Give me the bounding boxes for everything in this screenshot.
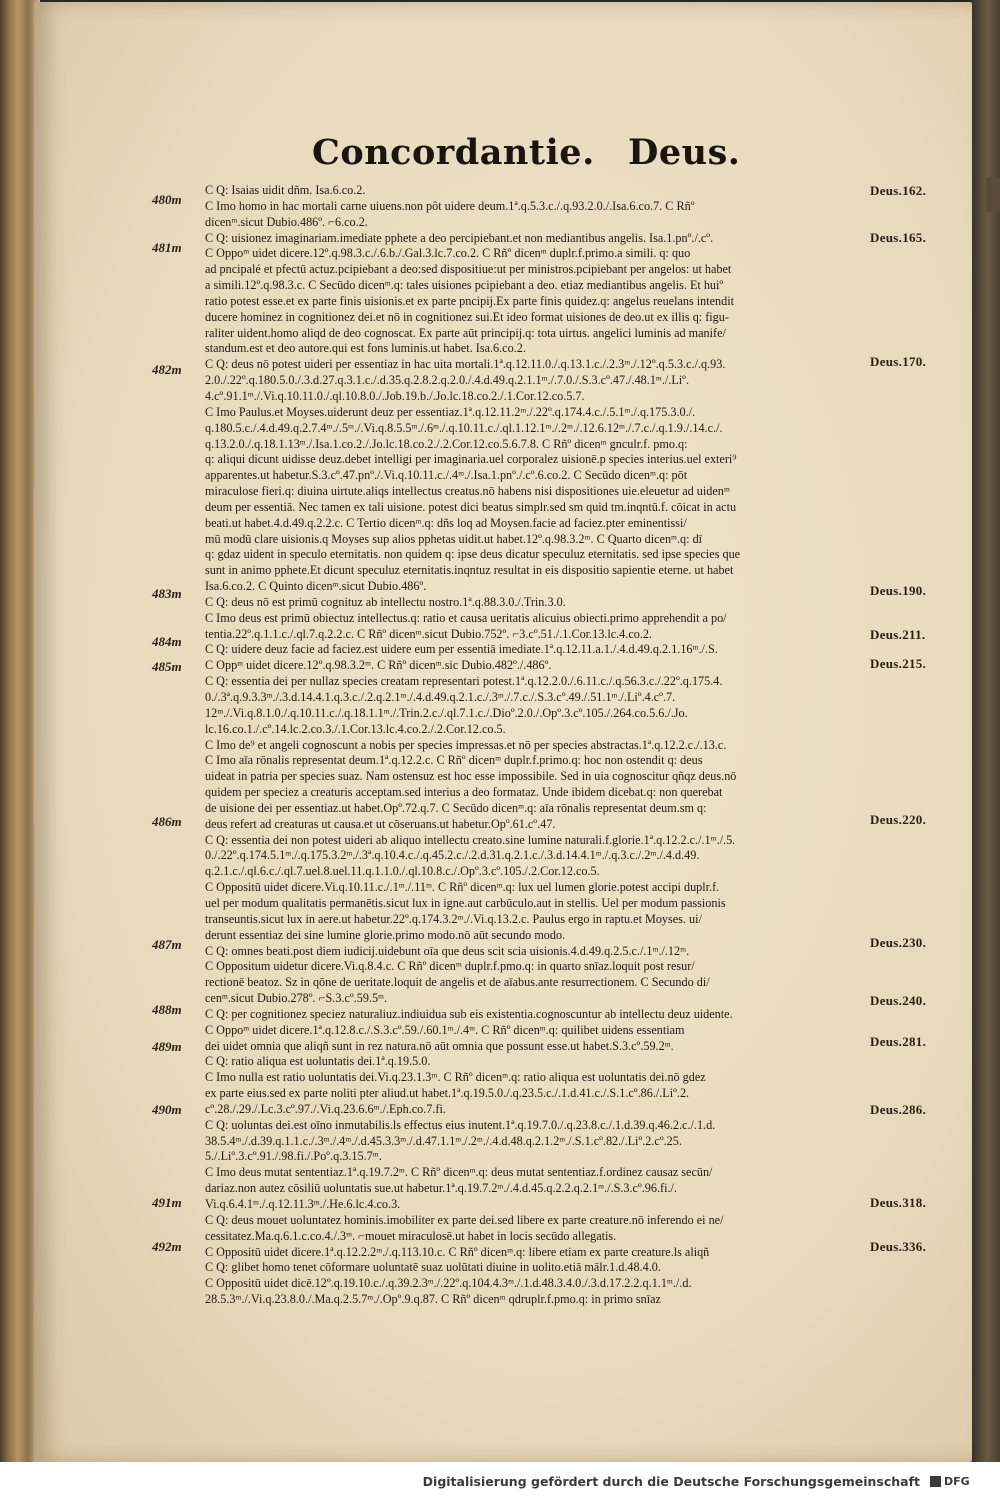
entry-number: 486m — [152, 814, 182, 829]
text-line: de uisione dei per essentiaz.ut habet.Opº.72.q.7. C Secūdo dicenᵐ.q: aīa rōnalis representat deum.sm q: — [205, 800, 707, 815]
entry-number: 491m — [152, 1195, 182, 1210]
text-line: C Imo de⁹ et angeli cognoscunt a nobis per species impressas.et nō per species abstractas.1ª.q.12.2.c./.13.c. — [205, 737, 727, 752]
entry-number: 484m — [152, 634, 182, 649]
dfg-logo — [930, 1472, 990, 1490]
entry-number: 480m — [152, 192, 182, 207]
text-line: beati.ut habet.4.d.49.q.2.2.c. C Tertio dicenᵐ.q: dñs loq ad Moysen.facie ad faciez.pter eminentissi/ — [205, 515, 687, 530]
text-line: C Q: uoluntas dei.est oīno inmutabilis.ls effectus eius inutent.1ª.q.19.7.0./.q.23.8.c./.1.d.39.q.46.2.c./.1.d. — [205, 1117, 716, 1132]
page-tab-marker — [986, 178, 1000, 212]
text-line: cenᵐ.sicut Dubio.278º. ⌐S.3.cº.59.5ᵐ. — [205, 991, 388, 1006]
book-binding-right — [972, 0, 1000, 1462]
concordance-text — [205, 183, 853, 1308]
text-line: C Q: omnes beati.post diem iudicij.uidebunt oīa que deus scit scia uisionis.4.d.49.q.2.5.c./.1ᵐ./.12ᵐ. — [205, 943, 690, 958]
entry-number: 489m — [152, 1039, 182, 1054]
text-line: standum.est et deo autore.qui est fons luminis.ut habet. Isa.6.co.2. — [205, 341, 526, 356]
text-line: 5./.Liº.3.cº.91./.98.fi./.Poº.q.3.15.7ᵐ. — [205, 1149, 382, 1164]
text-line: q.2.1.c./.ql.6.c./.ql.7.uel.8.uel.11.q.1.1.0./.ql.10.8.c./.Opº.3.cº.105./.2.Cor.12.co.5. — [205, 864, 600, 879]
text-line: ad pncipalé et pfectū actuz.pcipiebant a deo:sed dispositiue:ut per ministros.pcipiebant per angelos: ut habet — [205, 262, 732, 277]
entry-number: 488m — [152, 1002, 182, 1017]
text-line: C Q: essentia dei per nullaz species creatam representari potest.1ª.q.12.2.0./.6.11.c./.q.56.3.c./.22º.q.175.4. — [205, 674, 723, 689]
text-line: C Imo homo in hac mortali carne uiuens.non pôt uidere deum.1ª.q.5.3.c./.q.93.2.0./.Isa.6.co.7. C Rñº — [205, 198, 695, 213]
cross-reference: Deus.162. — [870, 183, 927, 198]
text-line: C Oppoᵐ uidet dicere.1ª.q.12.8.c./.S.3.cº.59./.60.1ᵐ./.4ᵐ. C Rñº dicenᵐ.q: quilibet uidens essentiam — [205, 1022, 685, 1037]
funding-credit: Digitalisierung gefördert durch die Deutsche Forschungsgemeinschaft — [422, 1474, 920, 1489]
text-line: q: aliqui dicunt uidisse deuz.debet intelligi per imaginaria.uel corporalez uisionē.p species interius.uel exteri⁹ — [205, 452, 737, 467]
text-line: raliter uident.homo aliqd de deo cognoscat. Ex parte aūt principij.q: tota uirtus. angelici luminis ad manife/ — [205, 325, 726, 340]
text-line: 0./.22º.q.174.5.1ᵐ./.q.175.3.2ᵐ./.3ª.q.10.4.c./.q.45.2.c./.2.d.31.q.2.1.c./.3.d.14.4.1ᵐ./.q.3.c./.2ᵐ./.4.d.49. — [205, 848, 700, 863]
text-line: C Q: per cognitionez speciez naturaliuz.indiuidua sub eis existentia.cognoscuntur ab intellectu deuz uidente. — [205, 1006, 733, 1021]
text-line: 4.cº.91.1ᵐ./.Vi.q.10.11.0./.ql.10.8.0./.Job.19.b./.Jo.lc.18.co.2./.1.Cor.12.co.5.7. — [205, 388, 585, 403]
text-line: ducere hominez in cognitionez dei.et nō in cognitionez sui.Et ideo format uisiones de deo.ut ex illis q: figu- — [205, 309, 729, 324]
text-line: C Q: uisionez imaginariam.imediate pphete a deo percipiebant.et non mediantibus angelis. Isa.1.pnº./.cº. — [205, 230, 714, 245]
text-line: C Imo aīa rōnalis representat deum.1ª.q.12.2.c. C Rñº dicenᵐ duplr.f.primo.q: hoc non ostendit q: deus — [205, 753, 703, 768]
entry-number: 490m — [152, 1102, 182, 1117]
entry-number: 485m — [152, 659, 182, 674]
text-line: uideat in patria per species suaz. Nam ostensuz est hoc esse impossibile. Sed in uia cognoscitur qñqz deus.nō — [205, 769, 737, 784]
text-line: C Oppositū uidet dicere.Vi.q.10.11.c./.1ᵐ./.11ᵐ. C Rñº dicenᵐ.q: lux uel lumen glorie.potest accipi duplr.f. — [205, 880, 720, 895]
text-line: ex parte eius.sed ex parte noliti pter aliud.ut habet.1ª.q.19.5.0./.q.23.5.c./.1.d.41.c./.S.1.cº.86./.Liº.2. — [205, 1086, 690, 1101]
cross-reference: Deus.318. — [870, 1195, 927, 1210]
text-line: C Imo Paulus.et Moyses.uiderunt deuz per essentiaz.1ª.q.12.11.2ᵐ./.22º.q.174.4.c./.5.1ᵐ./.q.175.3.0./. — [205, 404, 696, 419]
text-line: cessitatez.Ma.q.6.1.c.co.4./.3ᵐ. ⌐mouet miraculosē.ut habet in locis secūdo allegatis. — [205, 1228, 617, 1243]
text-line: C Q: deus nō est primū cognituz ab intellectu nostro.1ª.q.88.3.0./.Trin.3.0. — [205, 594, 566, 609]
cross-reference: Deus.220. — [870, 812, 927, 827]
text-line: derunt essentiaz dei sine lumine glorie.primo modo.nō aūt secundo modo. — [205, 927, 566, 942]
cross-reference: Deus.230. — [870, 935, 927, 950]
text-line: dicenᵐ.sicut Dubio.486º. ⌐6.co.2. — [205, 214, 368, 229]
cross-reference: Deus.286. — [870, 1102, 927, 1117]
text-line: C Oppoᵐ uidet dicere.12º.q.98.3.c./.6.b./.Gal.3.lc.7.co.2. C Rñº dicenᵐ duplr.f.primo.a simili. q: quo — [205, 246, 691, 261]
text-line: dei uidet omnia que aliqñ sunt in rez natura.nō aūt omnia que possunt esse.ut habet.S.3.cº.59.2ᵐ. — [205, 1038, 674, 1053]
text-line: cº.28./.29./.Lc.3.cº.97./.Vi.q.23.6.6ᵐ./.Eph.co.7.fi. — [205, 1101, 446, 1116]
text-line: deum per essentiā. Nec tamen ex tali uisione. potest dici beatus simplr.sed sm quid tm.inqntū.f. cōicat in actu — [205, 499, 737, 514]
text-line: dariaz.non autez cōsiliū uoluntatis sue.ut habetur.1ª.q.19.7.2ᵐ./.4.d.45.q.2.2.q.2.1ᵐ./.S.3.cº.96.fi./. — [205, 1181, 677, 1196]
dfg-logo-icon — [930, 1476, 941, 1487]
text-line: 28.5.3ᵐ./.Vi.q.23.8.0./.Ma.q.2.5.7ᵐ./.Opº.9.q.87. C Rñº dicenᵐ qdruplr.f.pmo.q: in primo snīaz — [205, 1292, 661, 1307]
text-line: 2.0./.22º.q.180.5.0./.3.d.27.q.3.1.c./.d.35.q.2.8.2.q.2.0./.4.d.49.q.2.1.1ᵐ./.7.0./.S.3.cº.47./.48.1ᵐ./.Liº. — [205, 373, 690, 388]
running-title-right: Deus. — [628, 132, 741, 173]
text-line: C Q: ratio aliqua est uoluntatis dei.1ª.q.19.5.0. — [205, 1054, 431, 1069]
text-line: C Oppᵐ uidet dicere.12º.q.98.3.2ᵐ. C Rñº dicenᵐ.sic Dubio.482º./.486º. — [205, 658, 552, 673]
text-line: deus refert ad creaturas ut causa.et ut cōseruans.ut habetur.Opº.61.cº.47. — [205, 816, 556, 831]
entry-number: 483m — [152, 586, 182, 601]
text-line: C Imo deus mutat sententiaz.1ª.q.19.7.2ᵐ. C Rñº dicenᵐ.q: deus mutat sententiaz.f.ordinez causaz secūn/ — [205, 1165, 713, 1180]
text-line: Isa.6.co.2. C Quinto dicenᵐ.sicut Dubio.486º. — [205, 579, 427, 594]
text-line: Vi.q.6.4.1ᵐ./.q.12.11.3ᵐ./.He.6.lc.4.co.3. — [205, 1197, 401, 1211]
text-line: tentia.22º.q.1.1.c./.ql.7.q.2.2.c. C Rñº dicenᵐ.sicut Dubio.752º. ⌐3.cº.51./.1.Cor.13.lc.4.co.2. — [205, 626, 653, 641]
text-line: uel per modum qualitatis permanētis.sicut lux in igne.aut carbūculo.aut in stellis. Uel per modum passionis — [205, 895, 726, 910]
cross-reference: Deus.211. — [870, 627, 926, 642]
text-line: rectionē beatoz. Sz in qōne de ueritate.loquit de angelis et de aīabus.ante resurrectionem. C Secundo di/ — [205, 975, 710, 990]
text-line: C Q: deus nō potest uideri per essentiaz in hac uita mortali.1ª.q.12.11.0./.q.13.1.c./.2.3ᵐ./.12º.q.5.3.c./.q.93. — [205, 357, 726, 372]
text-line: C Q: glibet homo tenet cōformare uoluntatē suaz uolūtati diuine in uolito.etiā mālr.1.d.48.4.0. — [205, 1260, 661, 1275]
text-line: lc.16.co.1./.cº.14.lc.2.co.3./.1.Cor.13.lc.4.co.2./.2.Cor.12.co.5. — [205, 721, 506, 736]
text-line: sunt in animo pphete.Et dicunt speculuz eternitatis.inqntuz resultat in eis dispositio sapientie eterne. ut habet — [205, 563, 734, 578]
text-line: C Imo nulla est ratio uoluntatis dei.Vi.q.23.1.3ᵐ. C Rñº dicenᵐ.q: ratio aliqua est uoluntatis dei.nō gdez — [205, 1070, 706, 1085]
cross-reference: Deus.281. — [870, 1034, 927, 1049]
text-line: 38.5.4ᵐ./.d.39.q.1.1.c./.3ᵐ./.4ᵐ./.d.45.3.3ᵐ./.d.47.1.1ᵐ./.2ᵐ./.4.d.48.q.2.1.2ᵐ./.S.1.cº.82./.Liº.2.cº.25. — [205, 1133, 682, 1148]
text-line: mū modū clare uisionis.q Moyses sup alios pphetas uidit.ut habet.12º.q.98.3.2ᵐ. C Quarto dicenᵐ.q: dī — [205, 531, 703, 546]
text-line: C Q: uidere deuz facie ad faciez.est uidere eum per essentiā imediate.1ª.q.12.11.a.1./.4.d.49.q.2.1.16ᵐ./.S. — [205, 642, 718, 657]
running-title-left: Concordantie. — [312, 132, 595, 173]
entry-number: 492m — [152, 1239, 182, 1254]
cross-reference: Deus.165. — [870, 230, 927, 245]
cross-reference: Deus.240. — [870, 993, 927, 1008]
text-line: ratio potest esse.et ex parte finis uisionis.et ex parte pncipij.Ex parte finis quidez.q: angelus reuelans intendit — [205, 293, 734, 308]
dfg-logo-text: DFG — [944, 1474, 970, 1488]
text-line: quidem per speciez a creaturis acceptam.sed interius a deo formataz. Unde ibidem dicebat.q: non querebat — [205, 785, 723, 800]
cross-reference: Deus.336. — [870, 1239, 927, 1254]
text-line: C Oppositū uidet dicere.1ª.q.12.2.2ᵐ./.q.113.10.c. C Rñº dicenᵐ.q: libere etiam ex parte creature.ls aliqñ — [205, 1244, 710, 1259]
text-line: q.13.2.0./.q.18.1.13ᵐ./.Isa.1.co.2./.Jo.lc.18.co.2./.2.Cor.12.co.5.6.7.8. C Rñº dicenᵐ gnculr.f. pmo.q: — [205, 436, 688, 451]
text-line: transeuntis.sicut lux in aere.ut habetur.22º.q.174.3.2ᵐ./.Vi.q.13.2.c. Paulus ergo in raptu.et Moyses. ui/ — [205, 911, 702, 926]
text-line: q: gdaz uident in speculo eternitatis. non quidem q: ipse deus dicatur speculuz eternitatis. sed ipse species que — [205, 547, 741, 562]
text-line: C Q: deus mouet uoluntatez hominis.imobiliter ex parte dei.sed libere ex parte creature.nō inferendo ei ne/ — [205, 1212, 724, 1227]
text-line: C Imo deus est primū obiectuz intellectus.q: ratio et causa ueritatis alicuius obiecti.primo apprehendit a po/ — [205, 610, 727, 625]
entry-number: 487m — [152, 937, 182, 952]
footer-bar — [0, 1462, 1000, 1500]
text-line: q.180.5.c./.4.d.49.q.2.7.4ᵐ./.5ᵐ./.Vi.q.8.5.5ᵐ./.6ᵐ./.q.10.11.c./.ql.1.12.1ᵐ./.2ᵐ./.12.6.12ᵐ./.7.c./.q.1.9./.14.c./. — [205, 420, 723, 435]
text-line: C Oppositū uidet dicē.12º.q.19.10.c./.q.39.2.3ᵐ./.22º.q.104.4.3ᵐ./.1.d.48.3.4.0./.3.d.17.2.2.q.1.1ᵐ./.d. — [205, 1276, 692, 1291]
text-line: 12ᵐ./.Vi.q.8.1.0./.q.10.11.c./.q.18.1.1ᵐ./.Trin.2.c./.ql.7.1.c./.Dioº.2.0./.Opº.3.cº.105./.264.co.5.6./.Jo. — [205, 705, 688, 720]
text-line: apparentes.ut habetur.S.3.cº.47.pnº./.Vi.q.10.11.c./.4ᵐ./.Isa.1.pnº./.cº.6.co.2. C Secūdo dicenᵐ.q: pōt — [205, 468, 688, 483]
text-line: C Q: Isaias uidit dñm. Isa.6.co.2. — [205, 183, 366, 197]
cross-reference: Deus.170. — [870, 354, 927, 369]
text-line: miraculose fieri.q: diuina uirtute.aliqs intellectus creatus.nō habens nisi dispositiones uie.eleuetur ad uidenᵐ — [205, 484, 730, 499]
cross-reference: Deus.190. — [870, 583, 927, 598]
text-line: 0./.3ª.q.9.3.3ᵐ./.3.d.14.4.1.q.3.c./.2.q.2.1ᵐ./.4.d.49.q.2.1.c./.3ᵐ./.7.c./.S.3.cº.49./.51.1ᵐ./.Liº.4.cº.7. — [205, 690, 676, 704]
entry-number: 481m — [152, 240, 182, 255]
entry-number: 482m — [152, 362, 182, 377]
cross-reference: Deus.215. — [870, 656, 927, 671]
text-line: a simili.12º.q.98.3.c. C Secūdo dicenᵐ.q: tales uisiones pcipiebant a deo. etiaz mediantibus angelis. Et huiº — [205, 278, 724, 293]
text-line: C Oppositum uidetur dicere.Vi.q.8.4.c. C Rñº dicenᵐ duplr.f.pmo.q: in quarto snīaz.loquit post resur/ — [205, 959, 695, 974]
text-line: C Q: essentia dei non potest uideri ab aliquo intellectu creato.sine lumine naturali.f.glorie.1ª.q.12.2.c./.1ᵐ./.5. — [205, 832, 736, 847]
